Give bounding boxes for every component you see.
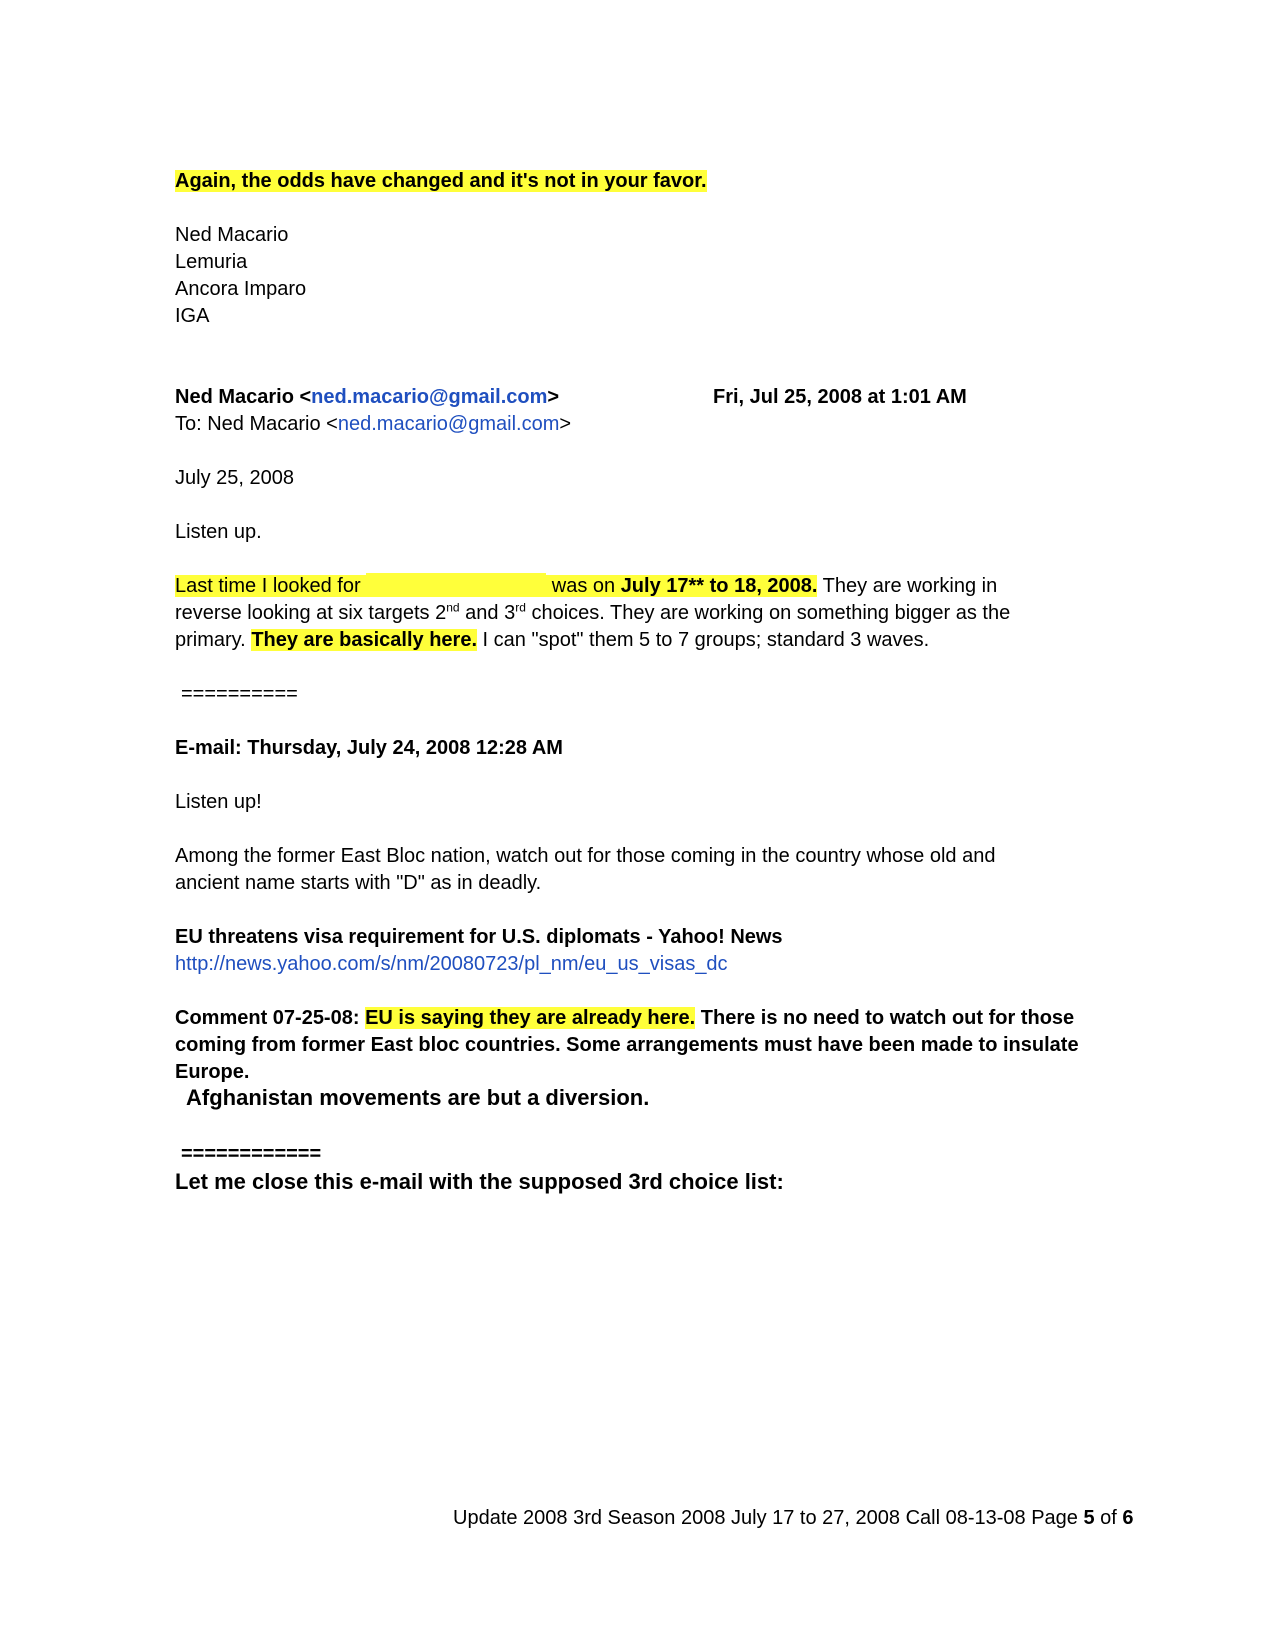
separator-1: ========== [181,683,298,705]
signature-org: IGA [175,305,210,327]
email-date: Fri, Jul 25, 2008 at 1:01 AM [713,386,967,408]
comment-line-1: Comment 07-25-08: EU is saying they are already here. There is no need to watch out for those [175,1007,1075,1029]
greeting: Listen up. [175,521,262,543]
to-email-link[interactable]: ned.macario@gmail.com [337,413,560,435]
headline: Again, the odds have changed and it's not in your favor. [175,170,707,192]
email2-body-1: Among the former East Bloc nation, watch out for those coming in the country whose old and [175,845,996,867]
comment-line-3: Europe. [175,1061,250,1083]
separator-2: ============ [181,1143,322,1165]
signature-place: Lemuria [175,251,248,273]
news-url-link[interactable]: http://news.yahoo.com/s/nm/20080723/pl_nm/eu_us_visas_dc [175,953,728,975]
email-from: Ned Macario <ned.macario@gmail.com> [175,386,560,408]
email2-greeting: Listen up! [175,791,262,813]
email2-body-2: ancient name starts with "D" as in deadly. [175,872,542,894]
closing-line: Let me close this e-mail with the supposed 3rd choice list: [175,1169,784,1194]
body-line-1: Last time I looked for was on July 17** to 18, 2008. They are working in [175,575,998,597]
email2-header: E-mail: Thursday, July 24, 2008 12:28 AM [175,737,563,759]
body-line-2: reverse looking at six targets 2nd and 3rd choices. They are working on something bigger as the [175,600,1011,624]
afghan-line: Afghanistan movements are but a diversion. [186,1085,650,1110]
email-to: To: Ned Macario <ned.macario@gmail.com> [175,413,572,435]
news-title: EU threatens visa requirement for U.S. diplomats - Yahoo! News [175,926,783,948]
body-line-3: primary. They are basically here. I can "spot" them 5 to 7 groups; standard 3 waves. [175,629,930,651]
date-line: July 25, 2008 [175,467,294,489]
signature-motto: Ancora Imparo [175,278,307,300]
signature-name: Ned Macario [175,224,289,246]
from-email-link[interactable]: ned.macario@gmail.com [311,386,548,408]
redacted-block [366,573,546,597]
page-footer: Update 2008 3rd Season 2008 July 17 to 27, 2008 Call 08-13-08 Page 5 of 6 [453,1507,1134,1529]
comment-line-2: coming from former East bloc countries. Some arrangements must have been made to insulate [175,1034,1079,1056]
